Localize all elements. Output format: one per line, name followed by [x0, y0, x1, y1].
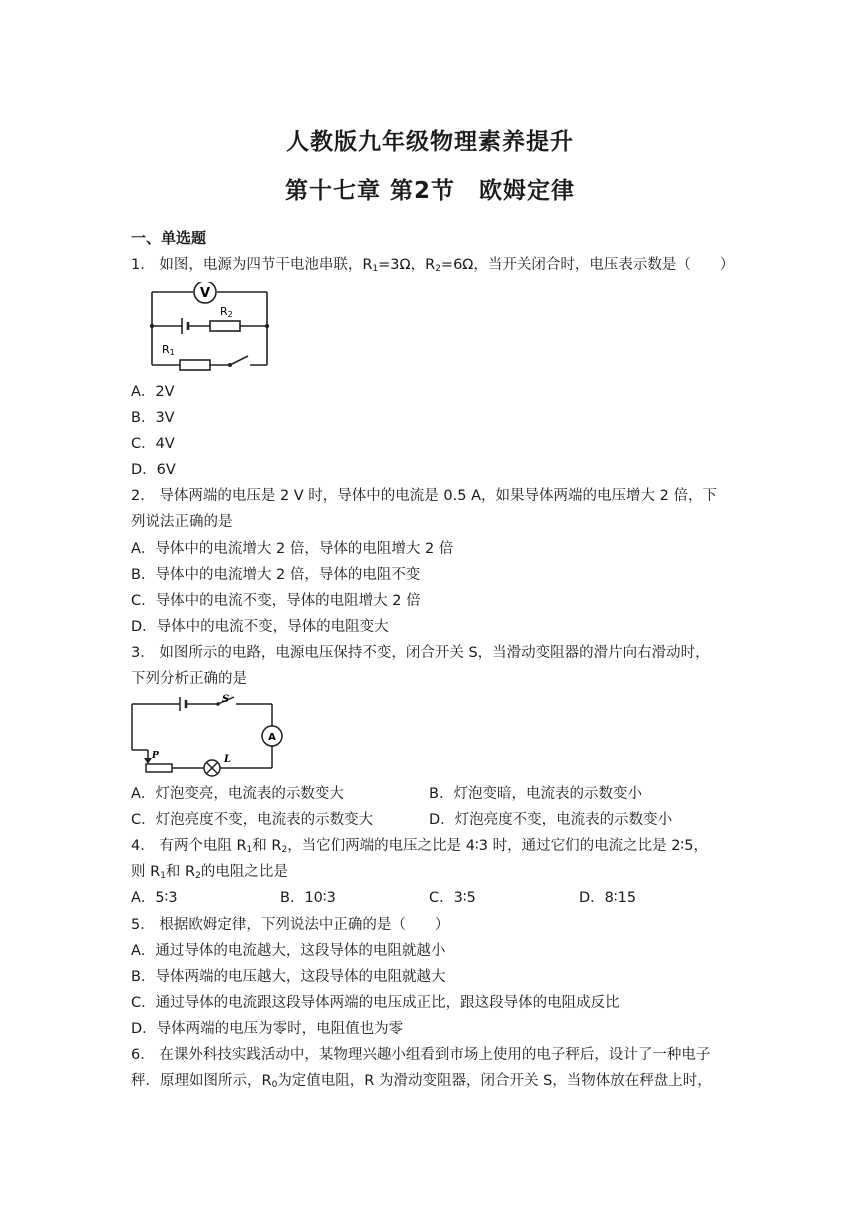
question-4-text: 4． 有两个电阻 $R_1$和 $R_2$，当它们两端的电压之比是 4∶3 时，通过它们的电流之比是 2∶5，: [131, 838, 708, 855]
slider-label: P: [152, 751, 159, 761]
question-2-text-cont: 列说法正确的是: [131, 514, 233, 530]
r1-label: R: [162, 343, 170, 356]
ammeter-label: A: [268, 732, 276, 743]
q4-option-c: C．3∶5: [429, 890, 476, 906]
r2-label: R: [220, 305, 228, 318]
lamp-label: L: [224, 754, 232, 765]
q3-option-a: A．灯泡变亮，电流表的示数变大: [131, 786, 344, 802]
q5-option-c: C．通过导体的电流跟这段导体两端的电压成正比，跟这段导体的电阻成反比: [131, 995, 620, 1011]
q1-option-c: C．4V: [131, 436, 175, 452]
question-6-text: 6． 在课外科技实践活动中，某物理兴趣小组看到市场上使用的电子秤后，设计了一种电子: [131, 1047, 711, 1063]
q4-option-d: D．8∶15: [579, 890, 637, 906]
q2-option-d: D．导体中的电流不变，导体的电阻变大: [131, 619, 389, 635]
question-3-text: 3． 如图所示的电路，电源电压保持不变，闭合开关 S，当滑动变阻器的滑片向右滑动时，: [131, 645, 710, 661]
q3-option-d: D．灯泡亮度不变，电流表的示数变小: [429, 812, 673, 828]
voltmeter-label: V: [199, 286, 211, 301]
q5-option-a: A．通过导体的电流越大，这段导体的电阻就越小: [131, 943, 446, 959]
svg-text:R2: R2: [220, 305, 233, 319]
svg-text:R1: R1: [162, 343, 175, 357]
chapter-title: 第十七章 第2节 欧姆定律: [284, 178, 575, 204]
slider-arrow-icon: [144, 758, 152, 764]
question-5-text: 5． 根据欧姆定律，下列说法中正确的是（ ）: [131, 917, 450, 933]
q1-option-a: A．2V: [131, 384, 175, 400]
q1-option-d: D．6V: [131, 462, 176, 478]
q3-option-b: B．灯泡变暗，电流表的示数变小: [429, 786, 642, 802]
page-title: 人教版九年级物理素养提升: [286, 129, 574, 155]
switch-label: S: [222, 694, 230, 705]
q5-option-b: B．导体两端的电压越大，这段导体的电阻就越大: [131, 969, 446, 985]
q2-option-c: C．导体中的电流不变，导体的电阻增大 2 倍: [131, 593, 421, 609]
switch-pivot-icon: [228, 363, 232, 367]
q2-option-a: A．导体中的电流增大 2 倍，导体的电阻增大 2 倍: [131, 541, 454, 557]
question-4-text-cont: 则 $R_1$和 $R_2$的电阻之比是: [131, 864, 288, 881]
q4-option-b: B．10∶3: [280, 890, 336, 906]
question-3-text-cont: 下列分析正确的是: [131, 671, 247, 687]
question-6-text-cont: 秤．原理如图所示，$R_0$为定值电阻，R 为滑动变阻器，闭合开关 S，当物体放在秤盘上时，: [131, 1073, 712, 1090]
q2-option-b: B．导体中的电流增大 2 倍，导体的电阻不变: [131, 567, 421, 583]
section-heading: 一、单选题: [131, 229, 207, 247]
q1-option-b: B．3V: [131, 410, 175, 426]
question-1-text: 1． 如图，电源为四节干电池串联，$R_1=3\Omega$，$R_2=6\Omega$，当开关闭合时，电压表示数是（ ）: [131, 257, 735, 274]
q5-option-d: D．导体两端的电压为零时，电阻值也为零: [131, 1021, 404, 1037]
q4-option-a: A．5∶3: [131, 890, 178, 906]
question-2-text: 2． 导体两端的电压是 2 V 时，导体中的电流是 0.5 A，如果导体两端的电压增大 2 倍，下: [131, 488, 717, 504]
q3-option-c: C．灯泡亮度不变，电流表的示数变大: [131, 812, 374, 828]
question-1-circuit-diagram: [148, 282, 273, 372]
question-3-circuit-diagram: [126, 694, 286, 780]
